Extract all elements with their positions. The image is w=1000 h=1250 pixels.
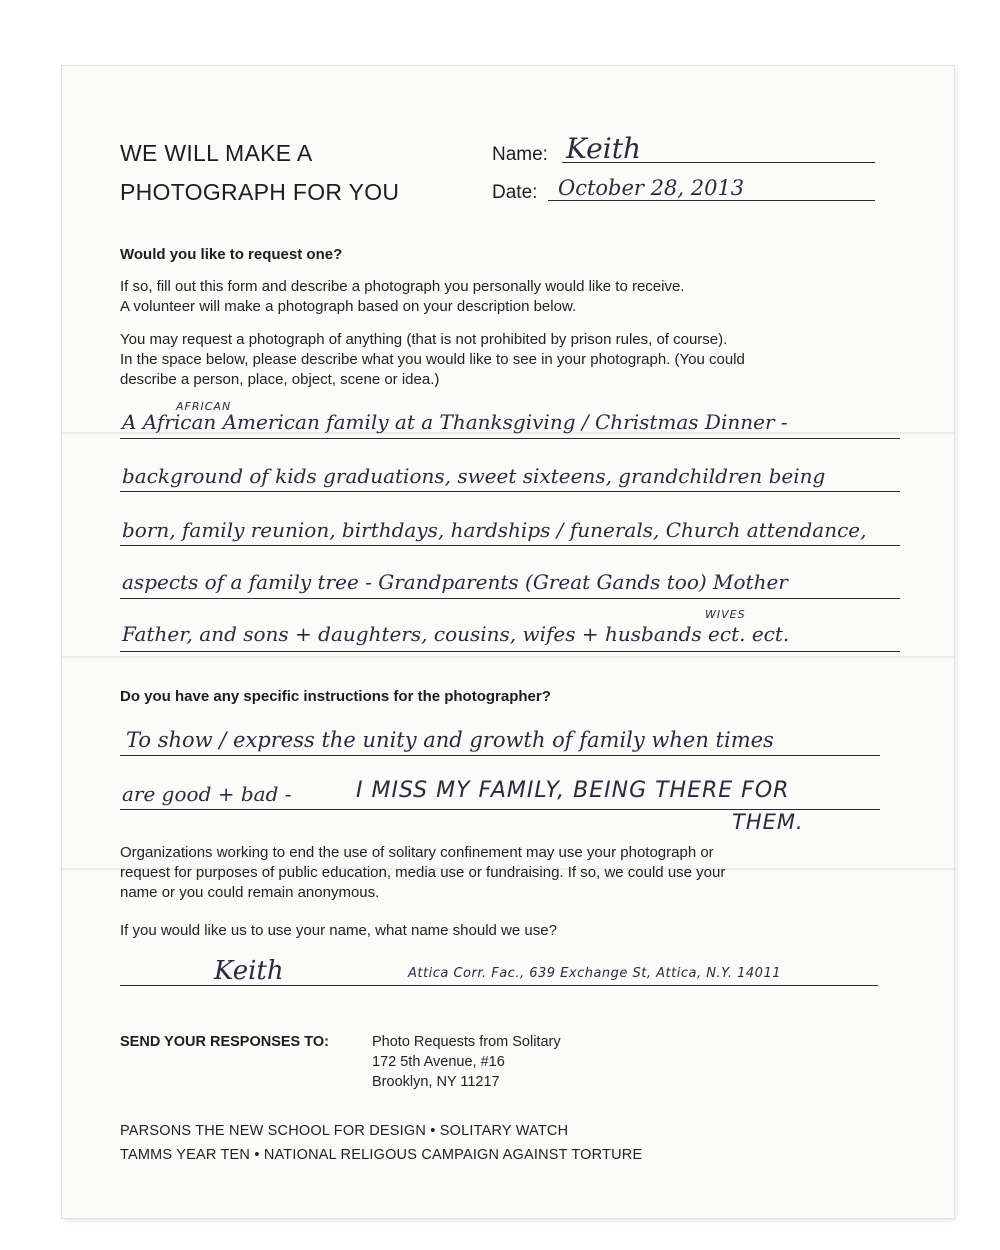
request-rules-line2: In the space below, please describe what you would like to see in your photograph. (You could <box>120 351 745 368</box>
mailing-address-line3: Brooklyn, NY 11217 <box>372 1074 500 1090</box>
mailing-address-line1: Photo Requests from Solitary <box>372 1034 561 1050</box>
date-value[interactable]: October 28, 2013 <box>558 176 745 200</box>
usage-name-response[interactable]: Keith <box>214 956 284 986</box>
request-instructions-line2: A volunteer will make a photograph based on your description below. <box>120 298 577 315</box>
consent-text-line2: request for purposes of public education, media use or fundraising. If so, we could use your <box>120 864 726 881</box>
response-rule-4 <box>120 598 900 599</box>
name-label: Name: <box>492 144 548 165</box>
instructions-response-line1[interactable]: To show / express the unity and growth of family when times <box>126 728 774 752</box>
sponsors-line1: PARSONS THE NEW SCHOOL FOR DESIGN • SOLITARY WATCH <box>120 1123 569 1139</box>
request-rules-line3: describe a person, place, object, scene or idea.) <box>120 371 440 388</box>
instructions-response-line2a[interactable]: are good + bad - <box>122 782 292 806</box>
request-response-line2[interactable]: background of kids graduations, sweet sixteens, grandchildren being <box>122 464 826 488</box>
instructions-response-line2b[interactable]: I MISS MY FAMILY, BEING THERE FOR <box>356 778 790 803</box>
consent-text-line3: name or you could remain anonymous. <box>120 884 380 901</box>
name-usage-question: If you would like us to use your name, what name should we use? <box>120 922 557 939</box>
name-value[interactable]: Keith <box>566 132 641 165</box>
mailing-address-line2: 172 5th Avenue, #16 <box>372 1054 505 1070</box>
request-response-line1[interactable]: A African American family at a Thanksgiving / Christmas Dinner - <box>122 410 788 434</box>
response-rule-1 <box>120 438 900 439</box>
request-response-line3[interactable]: born, family reunion, birthdays, hardships / funerals, Church attendance, <box>122 518 867 542</box>
usage-name-rule <box>120 985 878 986</box>
usage-address-response[interactable]: Attica Corr. Fac., 639 Exchange St, Attica, N.Y. 14011 <box>408 966 781 981</box>
sponsors-line2: TAMMS YEAR TEN • NATIONAL RELIGOUS CAMPAIGN AGAINST TORTURE <box>120 1147 643 1163</box>
response-rule-3 <box>120 545 900 546</box>
name-underline <box>562 162 875 163</box>
fold-line-middle <box>62 656 954 659</box>
request-response-line4[interactable]: aspects of a family tree - Grandparents (Great Gands too) Mother <box>122 570 788 594</box>
response-rule-2 <box>120 491 900 492</box>
response-insert-wives: WIVES <box>705 608 746 621</box>
instructions-response-line3[interactable]: THEM. <box>732 810 804 834</box>
date-underline <box>548 200 875 201</box>
instructions-question: Do you have any specific instructions for the photographer? <box>120 688 551 705</box>
request-rules-line1: You may request a photograph of anything (that is not prohibited by prison rules, of course). <box>120 331 728 348</box>
instructions-rule-1 <box>120 755 880 756</box>
response-rule-5 <box>120 651 900 652</box>
form-title-line2: PHOTOGRAPH FOR YOU <box>120 179 400 205</box>
date-label: Date: <box>492 182 538 203</box>
request-instructions-line1: If so, fill out this form and describe a photograph you personally would like to receive. <box>120 278 685 295</box>
consent-text-line1: Organizations working to end the use of solitary confinement may use your photograph or <box>120 844 714 861</box>
request-response-line5[interactable]: Father, and sons + daughters, cousins, wifes + husbands ect. ect. <box>122 622 790 646</box>
send-responses-label: SEND YOUR RESPONSES TO: <box>120 1034 329 1050</box>
request-question: Would you like to request one? <box>120 246 343 263</box>
form-title-line1: WE WILL MAKE A <box>120 140 313 166</box>
response-insert-african: AFRICAN <box>176 400 232 413</box>
